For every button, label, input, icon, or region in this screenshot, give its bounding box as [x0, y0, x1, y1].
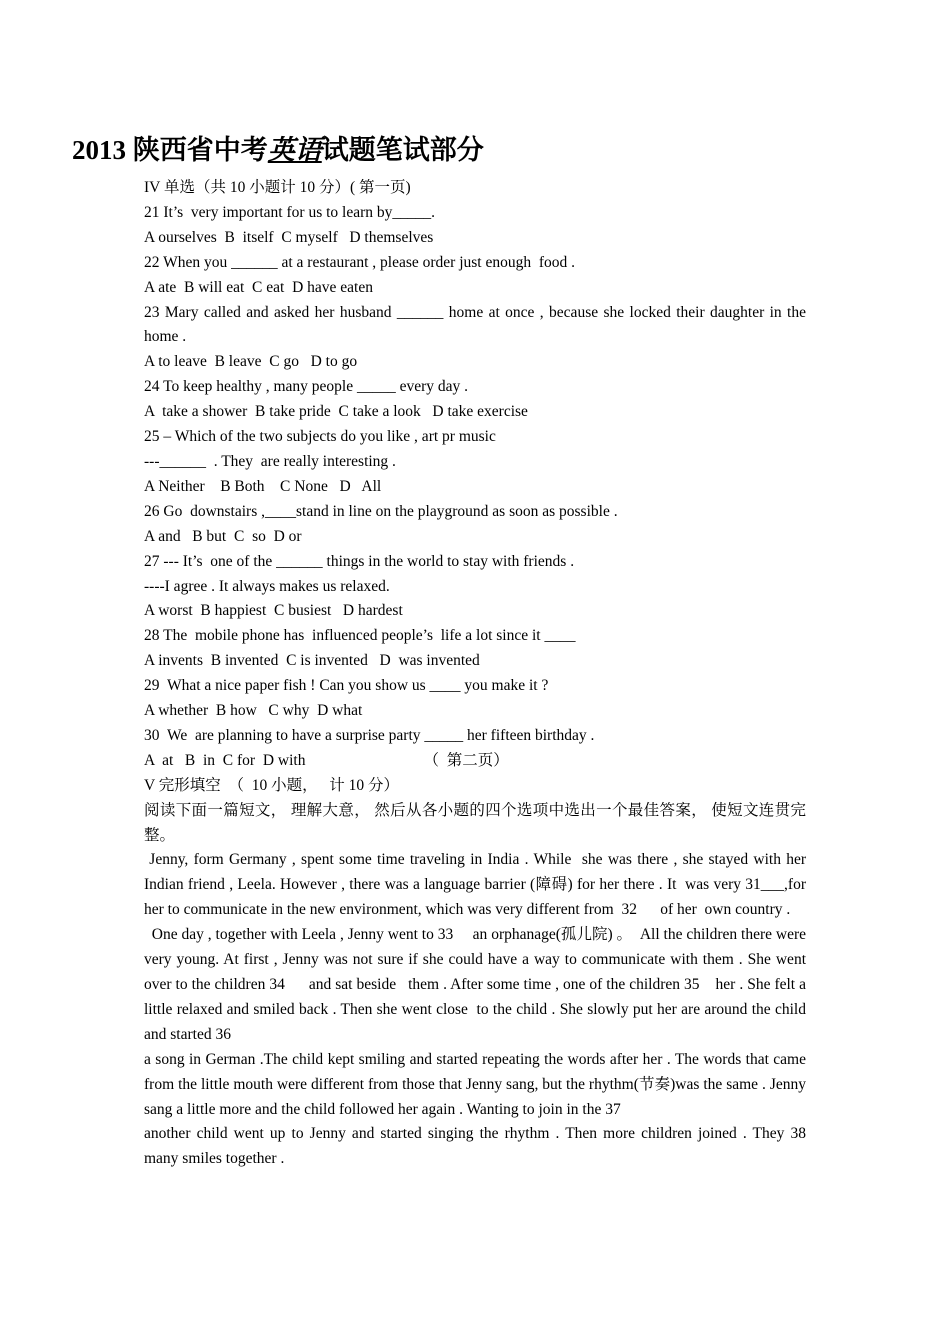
title-part-2: 英语: [267, 135, 322, 165]
passage-paragraph-2: One day , together with Leela , Jenny went to 33 an orphanage(孤儿院) 。 All the children there were very young. At first , Jenny was not sure if she could have a way to communicate with them . She went over to the children 34 and sat beside them . After some time , one of the children 35 her . She felt a little relaxed and smiled back . Then she went close to the child . She slowly put her are around the child and started 36: [144, 926, 810, 1043]
page-two-marker: （ 第二页）: [423, 751, 509, 769]
question-25-options: A Neither B Both C None D All: [144, 477, 382, 495]
question-28: 28 The mobile phone has influenced people’s life a lot since it ____: [144, 627, 576, 645]
question-30-options: A at B in C for D with: [144, 751, 306, 769]
question-29: 29 What a nice paper fish ! Can you show us ____ you make it ?: [144, 677, 549, 695]
cloze-instruction: 阅读下面一篇短文， 理解大意， 然后从各小题的四个选项中选出一个最佳答案， 使短文连贯完整。: [144, 801, 806, 844]
question-23: 23 Mary called and asked her husband ______ home at once , because she locked their daughter in the home .: [144, 303, 806, 346]
passage-paragraph-1: Jenny, form Germany , spent some time traveling in India . While she was there , she stayed with her Indian friend , Leela. However , there was a language barrier (障碍) for her there . It was very 31___,for her to communicate in the new environment, which was very different from 32 of her own country .: [144, 851, 810, 919]
document-body: [144, 176, 822, 1172]
document-title: [72, 131, 832, 169]
section-iv-heading: IV 单选（共 10 小题计 10 分）( 第一页): [144, 179, 411, 196]
question-23-options: A to leave B leave C go D to go: [144, 353, 358, 371]
question-30: 30 We are planning to have a surprise party _____ her fifteen birthday .: [144, 726, 595, 744]
question-26-options: A and B but C so D or: [144, 527, 302, 545]
question-24-options: A take a shower B take pride C take a look D take exercise: [144, 403, 528, 421]
question-22: 22 When you ______ at a restaurant , please order just enough food .: [144, 253, 576, 271]
title-part-1: 2013 陕西省中考: [72, 135, 268, 165]
question-30-options-line: [144, 749, 806, 774]
question-29-options: A whether B how C why D what: [144, 702, 363, 720]
question-25: 25 – Which of the two subjects do you like , art pr music: [144, 428, 496, 446]
title-part-3: 试题笔试部分: [321, 135, 484, 165]
question-21-options: A ourselves B itself C myself D themselves: [144, 228, 434, 246]
passage-paragraph-4: another child went up to Jenny and started singing the rhythm . Then more children joined . They 38 many smiles together .: [144, 1125, 822, 1168]
question-28-options: A invents B invented C is invented D was invented: [144, 652, 480, 670]
question-27-options: A worst B happiest C busiest D hardest: [144, 602, 403, 620]
question-27: 27 --- It’s one of the ______ things in the world to stay with friends .: [144, 552, 575, 570]
question-21: 21 It’s very important for us to learn by_____.: [144, 203, 436, 221]
section-v-heading: V 完形填空 （ 10 小题， 计 10 分）: [144, 776, 400, 794]
question-24: 24 To keep healthy , many people _____ every day .: [144, 378, 469, 396]
passage-paragraph-3: a song in German .The child kept smiling and started repeating the words after her . The words that came from the little mouth were different from those that Jenny sang, but the rhythm(节奏)was the same . Jenny sang a little more and the child followed her again . Wanting to join in the 37: [144, 1050, 806, 1118]
question-26: 26 Go downstairs ,____stand in line on the playground as soon as possible .: [144, 502, 618, 520]
question-22-options: A ate B will eat C eat D have eaten: [144, 278, 373, 296]
question-25-reply: ---______ . They are really interesting .: [144, 452, 396, 470]
question-27-reply: ----I agree . It always makes us relaxed.: [144, 577, 390, 595]
